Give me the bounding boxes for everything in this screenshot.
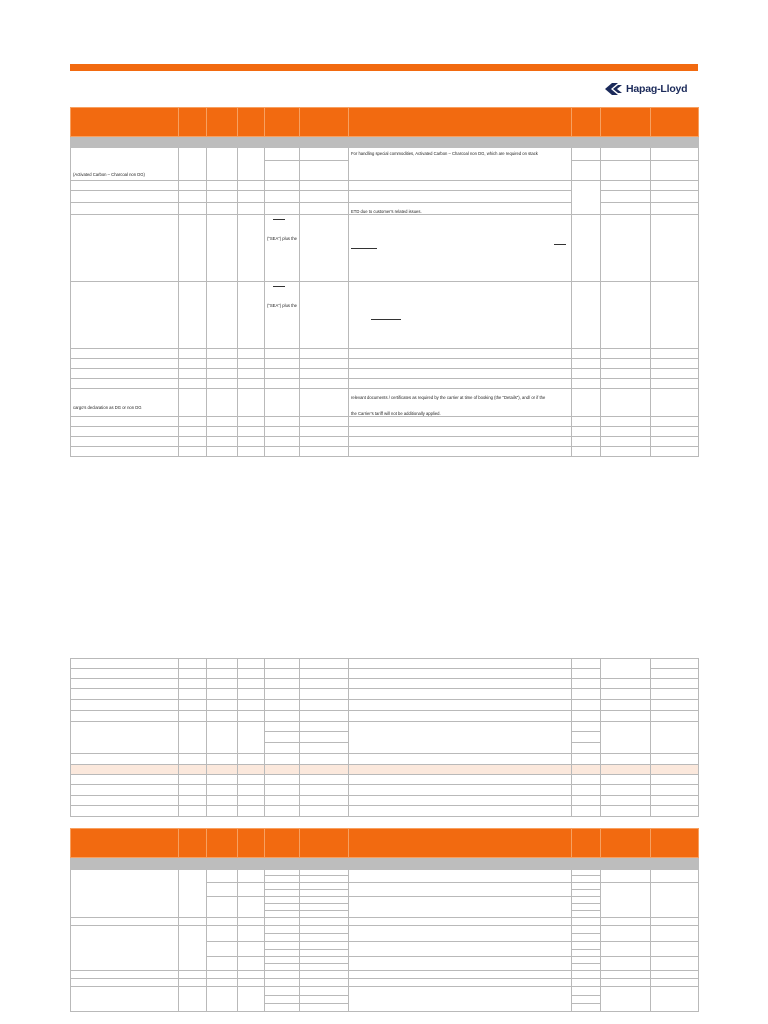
table-row xyxy=(71,203,699,215)
underline-mark xyxy=(554,244,566,245)
logo-wordmark: Hapag-Lloyd xyxy=(626,83,688,95)
table-row xyxy=(71,148,699,161)
table-cell-description: the Carrier's tariff will not be additionally applied. xyxy=(351,411,441,416)
table-row xyxy=(71,389,699,417)
table-cell-item: cargo's declaration as DG or non DG xyxy=(71,389,179,417)
table-row xyxy=(71,282,699,349)
table-cell-description: relevant documents / certificates as required by the carrier at time of booking (the "Details"), and/ or if the xyxy=(351,395,546,400)
hapag-lloyd-logo xyxy=(604,80,687,98)
underline-mark xyxy=(371,319,401,320)
table-row xyxy=(71,215,699,282)
header-accent-bar xyxy=(70,64,698,71)
table-cell-note: ("SEA") plus the xyxy=(267,303,297,308)
table-section-row xyxy=(71,137,699,148)
table-header-row xyxy=(71,829,699,858)
underline-mark xyxy=(273,219,285,220)
underline-mark xyxy=(273,286,285,287)
table-row xyxy=(71,926,699,934)
table-cell-item: (Activated Carbon – Charcoal non DG) xyxy=(71,148,179,181)
table-header-row xyxy=(71,108,699,137)
charges-table-1 xyxy=(70,107,699,457)
table-row xyxy=(71,987,699,996)
table-cell-description: ETD due to customer's related issues. xyxy=(349,203,572,215)
charges-table-3 xyxy=(70,828,699,1012)
table-section-row xyxy=(71,858,699,870)
underline-mark xyxy=(351,248,377,249)
table-row xyxy=(71,181,699,191)
hapag-lloyd-wave-icon xyxy=(604,83,622,95)
highlighted-row xyxy=(71,765,699,775)
table-row xyxy=(71,870,699,876)
table-cell-note: ("SEA") plus the xyxy=(267,236,297,241)
charges-table-2 xyxy=(70,658,699,817)
table-row xyxy=(71,722,699,732)
table-cell-description: For handling special commodities, Activated Carbon – Charcoal non DG, which are required on stack xyxy=(349,148,572,181)
